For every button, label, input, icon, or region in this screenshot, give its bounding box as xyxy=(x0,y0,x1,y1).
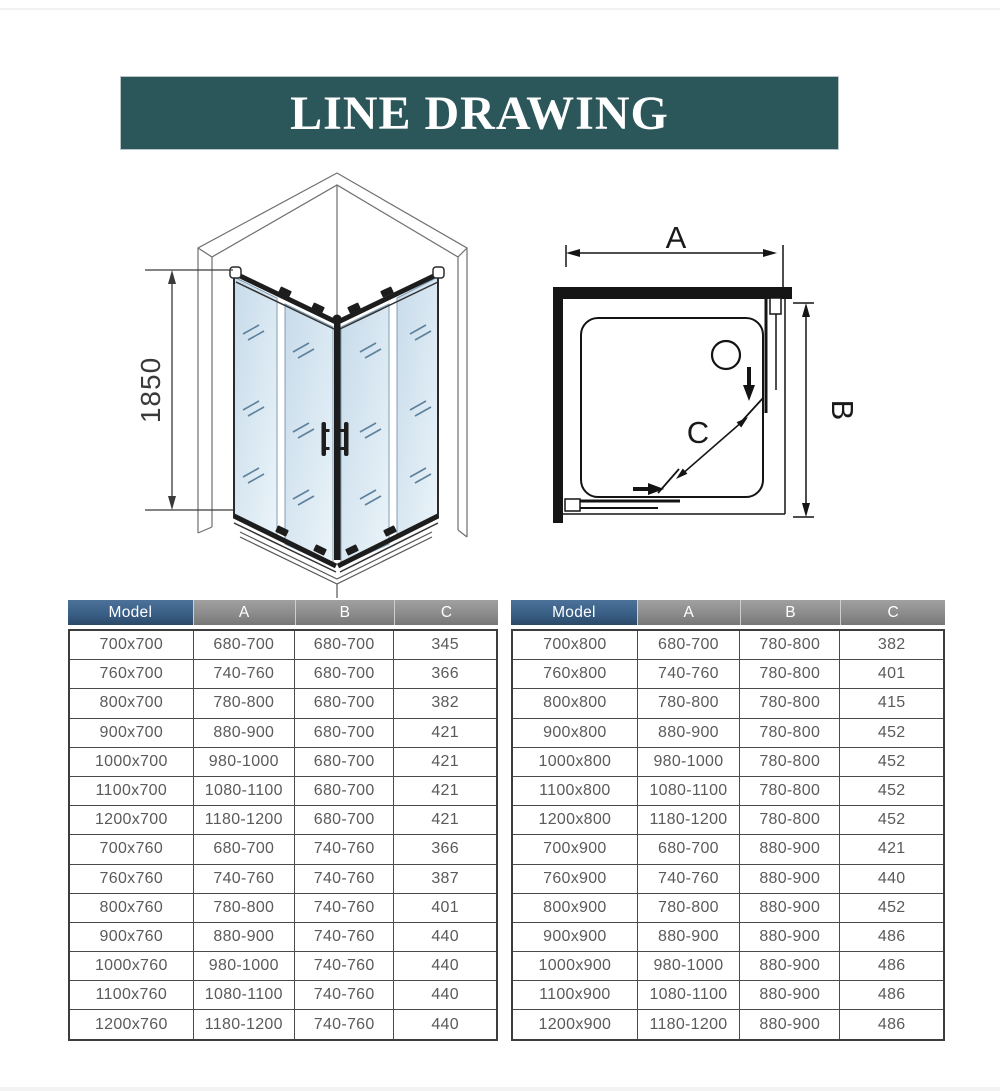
table-cell: 780-800 xyxy=(740,630,840,660)
table-row xyxy=(512,806,944,835)
table-cell: 1180-1200 xyxy=(637,1010,739,1040)
table-cell: 880-900 xyxy=(740,893,840,922)
table-cell: 1080-1100 xyxy=(637,981,739,1010)
table-cell: 1000x900 xyxy=(512,952,637,981)
table-row xyxy=(512,1010,944,1040)
table-cell: 452 xyxy=(840,893,944,922)
table-cell: 780-800 xyxy=(740,776,840,805)
table-cell: 740-760 xyxy=(637,864,739,893)
table-cell: 680-700 xyxy=(295,776,394,805)
table-cell: 1080-1100 xyxy=(637,776,739,805)
table-cell: 880-900 xyxy=(740,981,840,1010)
table-cell: 382 xyxy=(840,630,944,660)
table-cell: 740-760 xyxy=(295,864,394,893)
table-cell: 760x760 xyxy=(69,864,193,893)
table-cell: 1000x800 xyxy=(512,747,637,776)
table-row xyxy=(512,689,944,718)
table-cell: 880-900 xyxy=(740,1010,840,1040)
table-cell: 486 xyxy=(840,922,944,951)
table-cell: 740-760 xyxy=(295,922,394,951)
table-row xyxy=(69,1010,497,1040)
table-cell: 900x700 xyxy=(69,718,193,747)
table-cell: 452 xyxy=(840,806,944,835)
table-row xyxy=(512,718,944,747)
height-dimension xyxy=(135,270,233,510)
plan-view-drawing xyxy=(540,215,870,545)
table-cell: 415 xyxy=(840,689,944,718)
table-cell: 900x760 xyxy=(69,922,193,951)
table-cell: 740-760 xyxy=(193,660,294,689)
top-cap-right xyxy=(433,267,444,278)
col-header-a: A xyxy=(637,600,740,625)
table-row xyxy=(512,630,944,660)
drain-circle xyxy=(712,341,740,369)
table-cell: 680-700 xyxy=(637,835,739,864)
col-header-c: C xyxy=(840,600,945,625)
table-row xyxy=(512,864,944,893)
table-cell: 740-760 xyxy=(295,893,394,922)
col-header-c: C xyxy=(394,600,498,625)
table-cell: 1000x700 xyxy=(69,747,193,776)
table-cell: 880-900 xyxy=(637,922,739,951)
table-cell: 680-700 xyxy=(295,660,394,689)
table-cell: 1100x700 xyxy=(69,776,193,805)
front-perspective-drawing xyxy=(130,170,505,610)
table-row xyxy=(69,806,497,835)
bottom-divider xyxy=(0,1087,1000,1091)
table-cell: 680-700 xyxy=(193,630,294,660)
table-cell: 760x700 xyxy=(69,660,193,689)
dimension-a-label: A xyxy=(665,220,687,255)
table-row xyxy=(69,660,497,689)
right-door xyxy=(766,298,781,413)
table-cell: 880-900 xyxy=(740,835,840,864)
col-header-model: Model xyxy=(511,600,637,625)
left-wall xyxy=(553,287,563,523)
table-cell: 680-700 xyxy=(637,630,739,660)
table-cell: 740-760 xyxy=(295,981,394,1010)
table-cell: 1200x800 xyxy=(512,806,637,835)
table-row xyxy=(69,922,497,951)
spec-table-left xyxy=(68,600,498,1041)
dimension-c-label: C xyxy=(686,415,710,450)
table-cell: 421 xyxy=(394,806,497,835)
table-cell: 980-1000 xyxy=(193,952,294,981)
table-cell: 452 xyxy=(840,718,944,747)
table-cell: 780-800 xyxy=(193,689,294,718)
table-cell: 421 xyxy=(394,776,497,805)
col-header-model: Model xyxy=(68,600,193,625)
table-cell: 880-900 xyxy=(193,922,294,951)
table-cell: 780-800 xyxy=(637,689,739,718)
table-cell: 486 xyxy=(840,981,944,1010)
table-cell: 700x800 xyxy=(512,630,637,660)
table-row xyxy=(69,718,497,747)
table-cell: 700x700 xyxy=(69,630,193,660)
table-cell: 486 xyxy=(840,1010,944,1040)
table-row xyxy=(512,747,944,776)
table-row xyxy=(69,747,497,776)
table-cell: 486 xyxy=(840,952,944,981)
table-row xyxy=(512,922,944,951)
table-cell: 700x760 xyxy=(69,835,193,864)
table-row xyxy=(69,981,497,1010)
table-cell: 880-900 xyxy=(740,952,840,981)
table-cell: 680-700 xyxy=(295,806,394,835)
table-cell: 740-760 xyxy=(637,660,739,689)
table-cell: 760x900 xyxy=(512,864,637,893)
table-cell: 680-700 xyxy=(295,689,394,718)
top-cap-left xyxy=(230,267,241,278)
table-cell: 980-1000 xyxy=(193,747,294,776)
table-row xyxy=(512,952,944,981)
spec-table-right xyxy=(511,600,945,1041)
table-cell: 780-800 xyxy=(740,689,840,718)
table-cell: 1080-1100 xyxy=(193,776,294,805)
table-cell: 800x900 xyxy=(512,893,637,922)
table-cell: 780-800 xyxy=(740,718,840,747)
top-wall xyxy=(553,287,792,299)
table-cell: 366 xyxy=(394,835,497,864)
table-cell: 880-900 xyxy=(637,718,739,747)
table-row xyxy=(512,981,944,1010)
table-cell: 980-1000 xyxy=(637,952,739,981)
table-row xyxy=(69,952,497,981)
table-cell: 740-760 xyxy=(295,835,394,864)
table-cell: 680-700 xyxy=(193,835,294,864)
spec-table-body xyxy=(68,629,498,1041)
table-cell: 421 xyxy=(840,835,944,864)
bottom-door xyxy=(565,499,680,511)
table-cell: 452 xyxy=(840,747,944,776)
table-header-row xyxy=(68,600,498,625)
table-cell: 366 xyxy=(394,660,497,689)
table-cell: 345 xyxy=(394,630,497,660)
table-cell: 1200x900 xyxy=(512,1010,637,1040)
table-cell: 1200x760 xyxy=(69,1010,193,1040)
table-cell: 760x800 xyxy=(512,660,637,689)
table-row xyxy=(69,630,497,660)
table-cell: 880-900 xyxy=(740,922,840,951)
table-cell: 1080-1100 xyxy=(193,981,294,1010)
table-cell: 780-800 xyxy=(193,893,294,922)
table-cell: 780-800 xyxy=(740,660,840,689)
table-cell: 387 xyxy=(394,864,497,893)
table-cell: 440 xyxy=(840,864,944,893)
table-cell: 780-800 xyxy=(740,806,840,835)
spec-table-body xyxy=(511,629,945,1041)
table-cell: 1180-1200 xyxy=(193,806,294,835)
table-cell: 700x900 xyxy=(512,835,637,864)
table-cell: 401 xyxy=(394,893,497,922)
table-cell: 1100x800 xyxy=(512,776,637,805)
table-cell: 440 xyxy=(394,922,497,951)
table-row xyxy=(69,835,497,864)
table-cell: 980-1000 xyxy=(637,747,739,776)
corner-post xyxy=(334,316,341,560)
table-cell: 440 xyxy=(394,1010,497,1040)
table-cell: 1180-1200 xyxy=(193,1010,294,1040)
top-divider xyxy=(0,8,1000,10)
table-cell: 421 xyxy=(394,718,497,747)
table-row xyxy=(69,864,497,893)
table-cell: 900x900 xyxy=(512,922,637,951)
col-header-b: B xyxy=(295,600,395,625)
table-cell: 382 xyxy=(394,689,497,718)
table-cell: 1100x900 xyxy=(512,981,637,1010)
table-row xyxy=(512,893,944,922)
table-cell: 780-800 xyxy=(637,893,739,922)
table-cell: 740-760 xyxy=(295,1010,394,1040)
table-row xyxy=(512,776,944,805)
table-cell: 1100x760 xyxy=(69,981,193,1010)
table-cell: 740-760 xyxy=(193,864,294,893)
table-row xyxy=(69,689,497,718)
table-cell: 1200x700 xyxy=(69,806,193,835)
table-cell: 440 xyxy=(394,952,497,981)
table-cell: 800x700 xyxy=(69,689,193,718)
table-cell: 780-800 xyxy=(740,747,840,776)
table-cell: 421 xyxy=(394,747,497,776)
col-header-b: B xyxy=(740,600,841,625)
table-cell: 800x800 xyxy=(512,689,637,718)
table-cell: 740-760 xyxy=(295,952,394,981)
table-cell: 452 xyxy=(840,776,944,805)
table-row xyxy=(512,660,944,689)
table-cell: 900x800 xyxy=(512,718,637,747)
table-cell: 680-700 xyxy=(295,747,394,776)
table-row xyxy=(512,835,944,864)
table-cell: 880-900 xyxy=(193,718,294,747)
page-title: LINE DRAWING xyxy=(290,86,669,140)
table-cell: 680-700 xyxy=(295,630,394,660)
dimension-b-label: B xyxy=(825,399,860,421)
table-cell: 440 xyxy=(394,981,497,1010)
table-cell: 401 xyxy=(840,660,944,689)
table-cell: 1000x760 xyxy=(69,952,193,981)
title-banner xyxy=(120,76,839,150)
table-cell: 680-700 xyxy=(295,718,394,747)
table-row xyxy=(69,776,497,805)
table-cell: 800x760 xyxy=(69,893,193,922)
table-cell: 880-900 xyxy=(740,864,840,893)
table-header-row xyxy=(511,600,945,625)
table-row xyxy=(69,893,497,922)
col-header-a: A xyxy=(193,600,295,625)
height-dimension-label: 1850 xyxy=(135,356,166,424)
table-cell: 1180-1200 xyxy=(637,806,739,835)
